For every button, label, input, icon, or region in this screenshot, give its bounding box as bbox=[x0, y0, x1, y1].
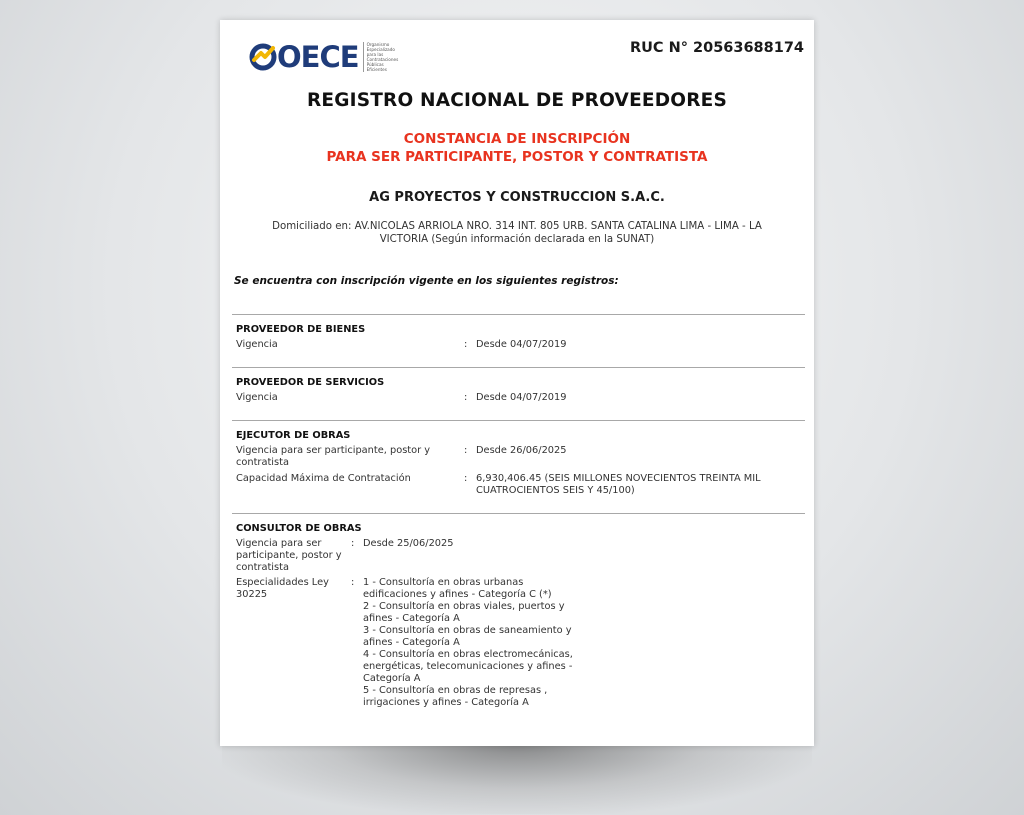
section-consultor-obras bbox=[232, 513, 805, 724]
company-name: AG PROYECTOS Y CONSTRUCCION S.A.C. bbox=[369, 190, 665, 205]
separator: : bbox=[351, 538, 355, 549]
capacidad-label: Capacidad Máxima de Contratación bbox=[236, 473, 411, 484]
vigencia-label: Vigencia para ser participante, postor y contratista bbox=[236, 445, 431, 468]
separator: : bbox=[464, 445, 468, 456]
especialidad-item: 4 - Consultoría en obras electromecánicas, energéticas, telecomunicaciones y afines - Categoría A bbox=[363, 649, 573, 684]
vigencia-value: Desde 04/07/2019 bbox=[476, 339, 567, 350]
oece-logo bbox=[248, 32, 399, 82]
vigencia-label: Vigencia bbox=[236, 392, 278, 403]
especialidad-item: 2 - Consultoría en obras viales, puertos y afines - Categoría A bbox=[363, 601, 565, 624]
certificate-page bbox=[220, 20, 814, 746]
paper-shadow bbox=[222, 744, 812, 814]
especialidades-label: Especialidades Ley 30225 bbox=[236, 577, 329, 600]
section-proveedor-bienes bbox=[232, 314, 805, 367]
vigencia-value: Desde 25/06/2025 bbox=[363, 538, 454, 549]
document-subtitle bbox=[220, 130, 814, 166]
separator: : bbox=[351, 577, 355, 588]
especialidades-list bbox=[363, 577, 578, 709]
oece-logo-mark-icon bbox=[248, 42, 278, 72]
vigencia-value: Desde 04/07/2019 bbox=[476, 392, 567, 403]
especialidad-item: 3 - Consultoría en obras de saneamiento y afines - Categoría A bbox=[363, 625, 572, 648]
capacidad-value: 6,930,406.45 (SEIS MILLONES NOVECIENTOS TREINTA MIL CUATROCIENTOS SEIS Y 45/100) bbox=[476, 473, 761, 496]
ruc-number: RUC N° 20563688174 bbox=[629, 40, 804, 56]
vigencia-label: Vigencia bbox=[236, 339, 278, 350]
vigencia-value: Desde 26/06/2025 bbox=[476, 445, 567, 456]
especialidad-item: 5 - Consultoría en obras de represas , irrigaciones y afines - Categoría A bbox=[363, 685, 548, 708]
oece-tagline: Organismo Especializado para las Contrataciones Públicas Eficientes bbox=[363, 42, 399, 72]
oece-wordmark: OECE bbox=[277, 40, 359, 74]
section-ejecutor-obras bbox=[232, 420, 805, 513]
especialidad-item: 1 - Consultoría en obras urbanas edificaciones y afines - Categoría C (*) bbox=[363, 577, 552, 600]
company-address: Domiciliado en: AV.NICOLAS ARRIOLA NRO. 314 INT. 805 URB. SANTA CATALINA LIMA - LIMA - LA VICTORIA (Según información declarada en la SUNAT) bbox=[272, 221, 762, 245]
section-title: PROVEEDOR DE BIENES bbox=[236, 324, 366, 335]
subtitle-line-2: PARA SER PARTICIPANTE, POSTOR Y CONTRATISTA bbox=[326, 149, 708, 165]
section-title: PROVEEDOR DE SERVICIOS bbox=[236, 377, 385, 388]
section-title: EJECUTOR DE OBRAS bbox=[236, 430, 351, 441]
separator: : bbox=[464, 339, 468, 350]
registry-intro: Se encuentra con inscripción vigente en los siguientes registros: bbox=[234, 275, 619, 287]
section-proveedor-servicios bbox=[232, 367, 805, 420]
document-title: REGISTRO NACIONAL DE PROVEEDORES bbox=[306, 90, 728, 111]
subtitle-line-1: CONSTANCIA DE INSCRIPCIÓN bbox=[403, 131, 631, 147]
separator: : bbox=[464, 473, 468, 484]
section-title: CONSULTOR DE OBRAS bbox=[236, 523, 362, 534]
vigencia-label: Vigencia para ser participante, postor y contratista bbox=[236, 538, 342, 573]
separator: : bbox=[464, 392, 468, 403]
